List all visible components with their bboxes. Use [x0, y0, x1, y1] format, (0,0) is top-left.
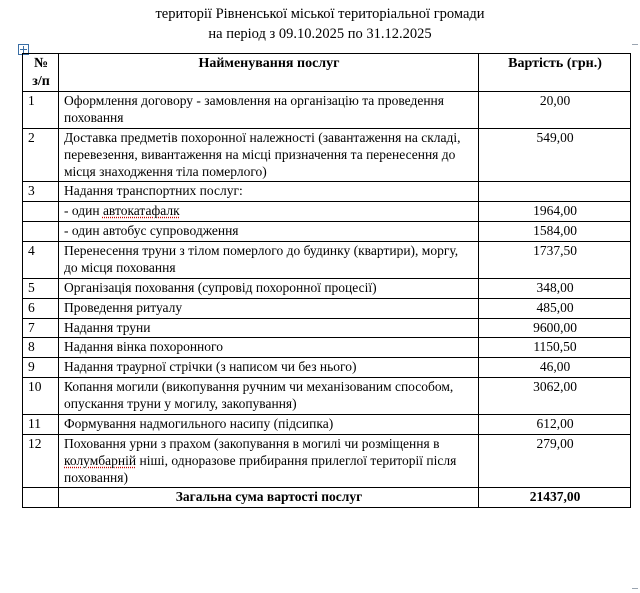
sub-item-dash: - один — [64, 203, 103, 219]
cell-service-name: Організація поховання (супровід похоронної процесії) — [59, 278, 479, 298]
table-row — [23, 434, 631, 488]
table-row — [23, 202, 631, 222]
cell-service-name: Формування надмогильного насипу (підсипка) — [59, 414, 479, 434]
cell-price: 1150,50 — [479, 338, 631, 358]
cell-price: 1737,50 — [479, 242, 631, 279]
cell-number: 6 — [23, 298, 59, 318]
table-row — [23, 358, 631, 378]
misspelled-word: колумбарній — [64, 452, 137, 468]
cell-number: 12 — [23, 434, 59, 488]
column-header-service-name: Найменування послуг — [59, 54, 479, 92]
document-heading — [0, 0, 640, 44]
heading-line-1: території Рівненської міської територіальної громади — [155, 6, 485, 22]
misspelled-word: автокатафалк — [102, 203, 180, 219]
cell-number: 7 — [23, 318, 59, 338]
cell-service-name: Доставка предметів похоронної належності (завантаження на складі, перевезення, вивантаження на місці призначення та перенесення до місця знаходження тіла померлого) — [59, 128, 479, 182]
table-row — [23, 128, 631, 182]
column-header-number-line2: з/п — [32, 73, 50, 89]
cell-number: 8 — [23, 338, 59, 358]
cell-price — [479, 182, 631, 202]
cell-service-name: Надання вінка похоронного — [59, 338, 479, 358]
cell-number — [23, 202, 59, 222]
cell-price: 1584,00 — [479, 222, 631, 242]
cell-price: 3062,00 — [479, 378, 631, 415]
table-row — [23, 338, 631, 358]
cell-service-name — [59, 434, 479, 488]
table-row — [23, 318, 631, 338]
cell-number: 9 — [23, 358, 59, 378]
cell-number: 10 — [23, 378, 59, 415]
cell-price: 9600,00 — [479, 318, 631, 338]
cell-service-name: Проведення ритуалу — [59, 298, 479, 318]
table-body — [23, 92, 631, 508]
heading-line-2: на період з 09.10.2025 по 31.12.2025 — [208, 26, 432, 42]
total-value: 21437,00 — [479, 488, 631, 508]
table-row — [23, 242, 631, 279]
cell-service-name — [59, 202, 479, 222]
cell-number: 2 — [23, 128, 59, 182]
cell-service-name: Надання труни — [59, 318, 479, 338]
cell-price: 485,00 — [479, 298, 631, 318]
cell-number — [23, 222, 59, 242]
cell-number: 5 — [23, 278, 59, 298]
cell-price: 549,00 — [479, 128, 631, 182]
cell-number-empty — [23, 488, 59, 508]
cell-service-name: Надання траурної стрічки (з написом чи без нього) — [59, 358, 479, 378]
table-total-row — [23, 488, 631, 508]
page-edge-mark-bottom — [632, 588, 638, 589]
table-row — [23, 278, 631, 298]
table-header — [23, 54, 631, 92]
cell-service-name: Копання могили (викопування ручним чи механізованим способом, опускання труни у могилу, закопування) — [59, 378, 479, 415]
services-price-table — [22, 53, 631, 508]
cell-price: 20,00 — [479, 92, 631, 129]
cell-price: 279,00 — [479, 434, 631, 488]
cell-service-name: Надання транспортних послуг: — [59, 182, 479, 202]
cell-number: 4 — [23, 242, 59, 279]
table-header-row — [23, 54, 631, 92]
page-edge-mark-top — [632, 44, 638, 45]
table-row — [23, 222, 631, 242]
service-text-part-1: Поховання урни з прахом (закопування в могилі чи розміщення в — [64, 435, 440, 451]
cell-number: 11 — [23, 414, 59, 434]
cell-price: 612,00 — [479, 414, 631, 434]
table-row — [23, 414, 631, 434]
cell-service-name: Перенесення труни з тілом померлого до будинку (квартири), моргу, до місця поховання — [59, 242, 479, 279]
cell-price: 46,00 — [479, 358, 631, 378]
table-row — [23, 182, 631, 202]
cell-number: 1 — [23, 92, 59, 129]
table-row — [23, 378, 631, 415]
cell-service-name: Оформлення договору - замовлення на організацію та проведення поховання — [59, 92, 479, 129]
table-row — [23, 92, 631, 129]
service-text-part-2: ніші, одноразове прибирання прилеглої території після поховання) — [64, 452, 457, 485]
cell-number: 3 — [23, 182, 59, 202]
cell-service-name: - один автобус супроводження — [59, 222, 479, 242]
column-header-price: Вартість (грн.) — [479, 54, 631, 92]
cell-price: 1964,00 — [479, 202, 631, 222]
table-row — [23, 298, 631, 318]
cell-price: 348,00 — [479, 278, 631, 298]
column-header-number-line1: № — [33, 56, 49, 71]
total-label: Загальна сума вартості послуг — [59, 488, 479, 508]
column-header-number — [23, 54, 59, 92]
services-table-container — [0, 53, 640, 508]
